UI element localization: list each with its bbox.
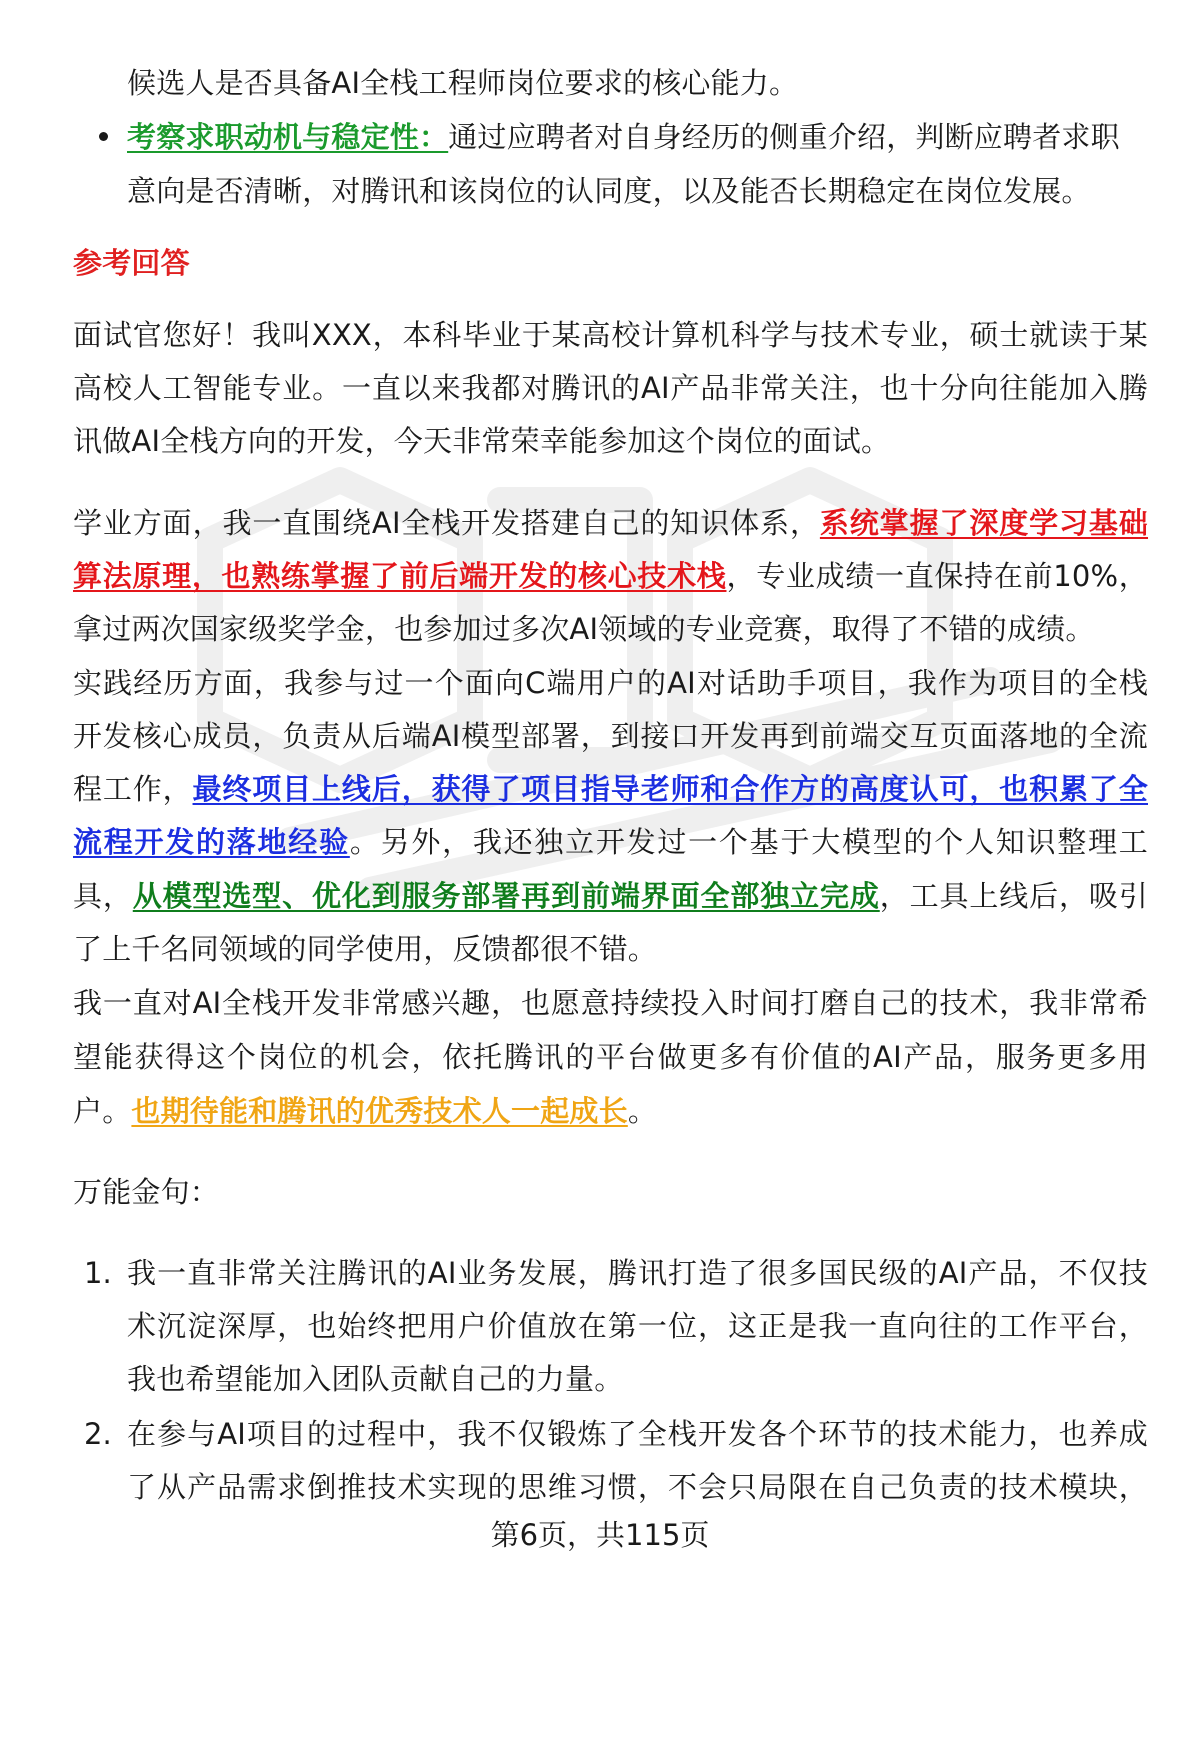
section-heading: 参考回答 [73, 246, 190, 280]
text-span: ，专业成绩一直保持在前10%， [726, 559, 1148, 593]
text-line [73, 769, 1148, 809]
text-line [73, 503, 1148, 543]
highlight-red: 系统掌握了深度学习基础 [819, 506, 1149, 540]
text-line: 望能获得这个岗位的机会，依托腾讯的平台做更多有价值的AI产品，服务更多用 [73, 1040, 1148, 1074]
text-line: 拿过两次国家级奖学金，也参加过多次AI领域的专业竞赛，取得了不错的成绩。 [73, 612, 1095, 646]
text-line: 面试官您好！我叫XXX，本科毕业于某高校计算机科学与技术专业，硕士就读于某 [73, 318, 1148, 352]
list-item-line: 我一直非常关注腾讯的AI业务发展，腾讯打造了很多国民级的AI产品，不仅技 [127, 1256, 1148, 1290]
list-number: 2. [84, 1417, 112, 1451]
text-span: 具， [73, 879, 133, 913]
highlight-blue: 流程开发的落地经验 [73, 825, 350, 859]
list-number: 1. [84, 1256, 112, 1290]
highlight-green: 从模型选型、优化到服务部署再到前端界面全部独立完成 [132, 879, 880, 913]
list-item-line: 了从产品需求倒推技术实现的思维习惯，不会只局限在自己负责的技术模块， [127, 1470, 1148, 1504]
text-span: 户。 [73, 1094, 132, 1128]
text-line [73, 556, 1148, 596]
bullet-title: 考察求职动机与稳定性： [127, 120, 449, 154]
list-item-line: 术沉淀深厚，也始终把用户价值放在第一位，这正是我一直向往的工作平台， [127, 1309, 1148, 1343]
highlight-blue: 最终项目上线后，获得了项目指导老师和合作方的高度认可，也积累了全 [192, 772, 1148, 806]
text-span: 学业方面，我一直围绕AI全栈开发搭建自己的知识体系， [73, 506, 820, 540]
text-line: 实践经历方面，我参与过一个面向C端用户的AI对话助手项目，我作为项目的全栈 [73, 666, 1148, 700]
text-line [73, 1091, 657, 1131]
text-line: 我一直对AI全栈开发非常感兴趣，也愿意持续投入时间打磨自己的技术，我非常希 [73, 986, 1148, 1020]
bullet-text: 通过应聘者对自身经历的侧重介绍，判断应聘者求职 [448, 120, 1120, 154]
text-line: 了上千名同领域的同学使用，反馈都很不错。 [73, 932, 658, 966]
text-line: 高校人工智能专业。一直以来我都对腾讯的AI产品非常关注，也十分向往能加入腾 [73, 371, 1148, 405]
text-line: 意向是否清晰，对腾讯和该岗位的认同度，以及能否长期稳定在岗位发展。 [127, 174, 1091, 208]
text-line [73, 822, 1148, 862]
golden-label: 万能金句： [73, 1175, 220, 1209]
bullet-line [127, 117, 1120, 157]
text-span: ，工具上线后，吸引 [879, 879, 1148, 913]
highlight-gold: 也期待能和腾讯的优秀技术人一起成长 [131, 1094, 628, 1128]
highlight-red: 算法原理，也熟练掌握了前后端开发的核心技术栈 [73, 559, 727, 593]
text-line: 开发核心成员，负责从后端AI模型部署，到接口开发再到前端交互页面落地的全流 [73, 719, 1148, 753]
text-line: 候选人是否具备AI全栈工程师岗位要求的核心能力。 [127, 66, 799, 100]
text-span: 程工作， [73, 772, 193, 806]
text-line: 讯做AI全栈方向的开发，今天非常荣幸能参加这个岗位的面试。 [73, 424, 891, 458]
text-line [73, 876, 1148, 916]
bullet-dot [99, 132, 108, 141]
text-span: 。 [627, 1094, 658, 1128]
page-number: 第6页，共115页 [490, 1518, 710, 1552]
list-item-line: 我也希望能加入团队贡献自己的力量。 [127, 1362, 624, 1396]
list-item-line: 在参与AI项目的过程中，我不仅锻炼了全栈开发各个环节的技术能力，也养成 [127, 1417, 1148, 1451]
text-span: 。另外，我还独立开发过一个基于大模型的个人知识整理工 [349, 825, 1148, 859]
